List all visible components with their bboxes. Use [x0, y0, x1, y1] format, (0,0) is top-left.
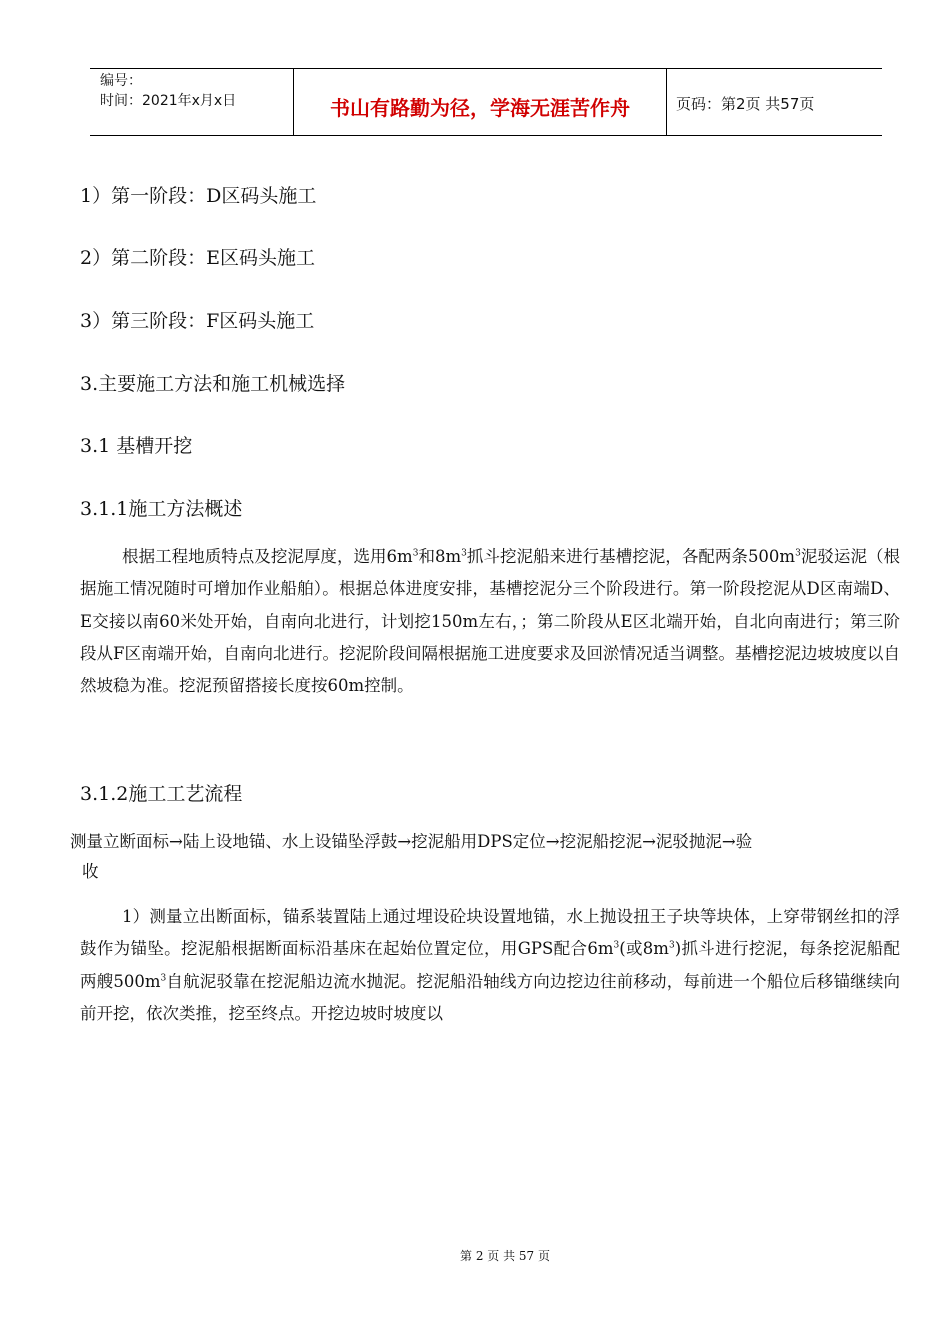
process-flow: [70, 827, 890, 887]
process-flow-line: 测量立断面标→陆上设地锚、水上设锚坠浮鼓→挖泥船用DPS定位→挖泥船挖泥→泥驳抛泥→验: [70, 832, 753, 851]
superscript-3: 3: [795, 548, 801, 559]
serial-label: 编号：: [100, 73, 142, 89]
superscript-3: 3: [613, 940, 620, 951]
superscript-3: 3: [461, 548, 467, 559]
overview-text-3: 抓斗挖泥船来进行基槽挖泥，各配两条500m: [466, 547, 796, 566]
stage-1: 1）第一阶段：D区码头施工: [80, 185, 317, 207]
page-footer: 第 2 页 共 57 页: [460, 1249, 550, 1263]
step1-text-d: 自航泥驳靠在挖泥船边流水抛泥。挖泥船沿轴线方向边挖边往前移动，每前进一个船位后移锚继续向前开挖，依次类推，挖至终点。开挖边坡时坡度以: [80, 971, 901, 1023]
superscript-3: 3: [412, 548, 419, 559]
header-divider-right: [666, 69, 667, 136]
overview-text-4: 泥驳运泥（根据施工情况随时可增加作业船舶）。根据总体进度安排，基槽挖泥分三个阶段进行。第一阶段挖泥从D区南端D、E交接以南60米处开始，自南向北进行，计划挖150m左右，；第二阶段从E区北端开始，自北向南进行；第三阶段从F区南端开始，自南向北进行。挖泥阶段间隔根据施工进度要求及回淤情况适当调整。基槽挖泥边坡坡度以自然坡稳为准。挖泥预留搭接长度按60m控制。: [80, 547, 900, 696]
step1-paragraph: [80, 901, 900, 1030]
section-heading-3-1-1: 3.1.1施工方法概述: [80, 498, 243, 520]
header-motto: 书山有路勤为径，学海无涯苦作舟: [330, 96, 630, 120]
header-page-number: 页码：第2页 共57页: [676, 95, 815, 113]
overview-paragraph: [80, 541, 900, 702]
header-top-rule: [90, 68, 882, 69]
stage-3: 3）第三阶段：F区码头施工: [80, 310, 315, 332]
step1-text-a: 1）测量立出断面标，锚系装置陆上通过埋设砼块设置地锚，水上抛设扭王子块等块体，上穿带钢丝扣的浮鼓作为锚坠。挖泥船根据断面标沿基床在起始位置定位，用GPS配合6m: [80, 907, 900, 959]
header-meta: [100, 71, 236, 111]
superscript-3: 3: [160, 973, 167, 984]
stage-2: 2）第二阶段：E区码头施工: [80, 247, 315, 269]
section-heading-3-1-2: 3.1.2施工工艺流程: [80, 783, 243, 805]
section-heading-3: 3.主要施工方法和施工机械选择: [80, 373, 346, 395]
superscript-3: 3: [668, 940, 675, 951]
time-label: 时间：2021年x月x日: [100, 93, 237, 109]
step1-text-b: (或8m: [619, 939, 669, 959]
overview-text-1: 根据工程地质特点及挖泥厚度，选用6m: [122, 547, 413, 566]
section-heading-3-1: 3.1 基槽开挖: [80, 435, 193, 457]
overview-text-2: 和8m: [418, 547, 462, 566]
step1-text-c: )抓斗进行挖泥，每条挖泥船配两艘500m: [80, 939, 901, 991]
header-bottom-rule: [90, 135, 882, 136]
process-flow-line-cont: 收: [82, 862, 99, 881]
